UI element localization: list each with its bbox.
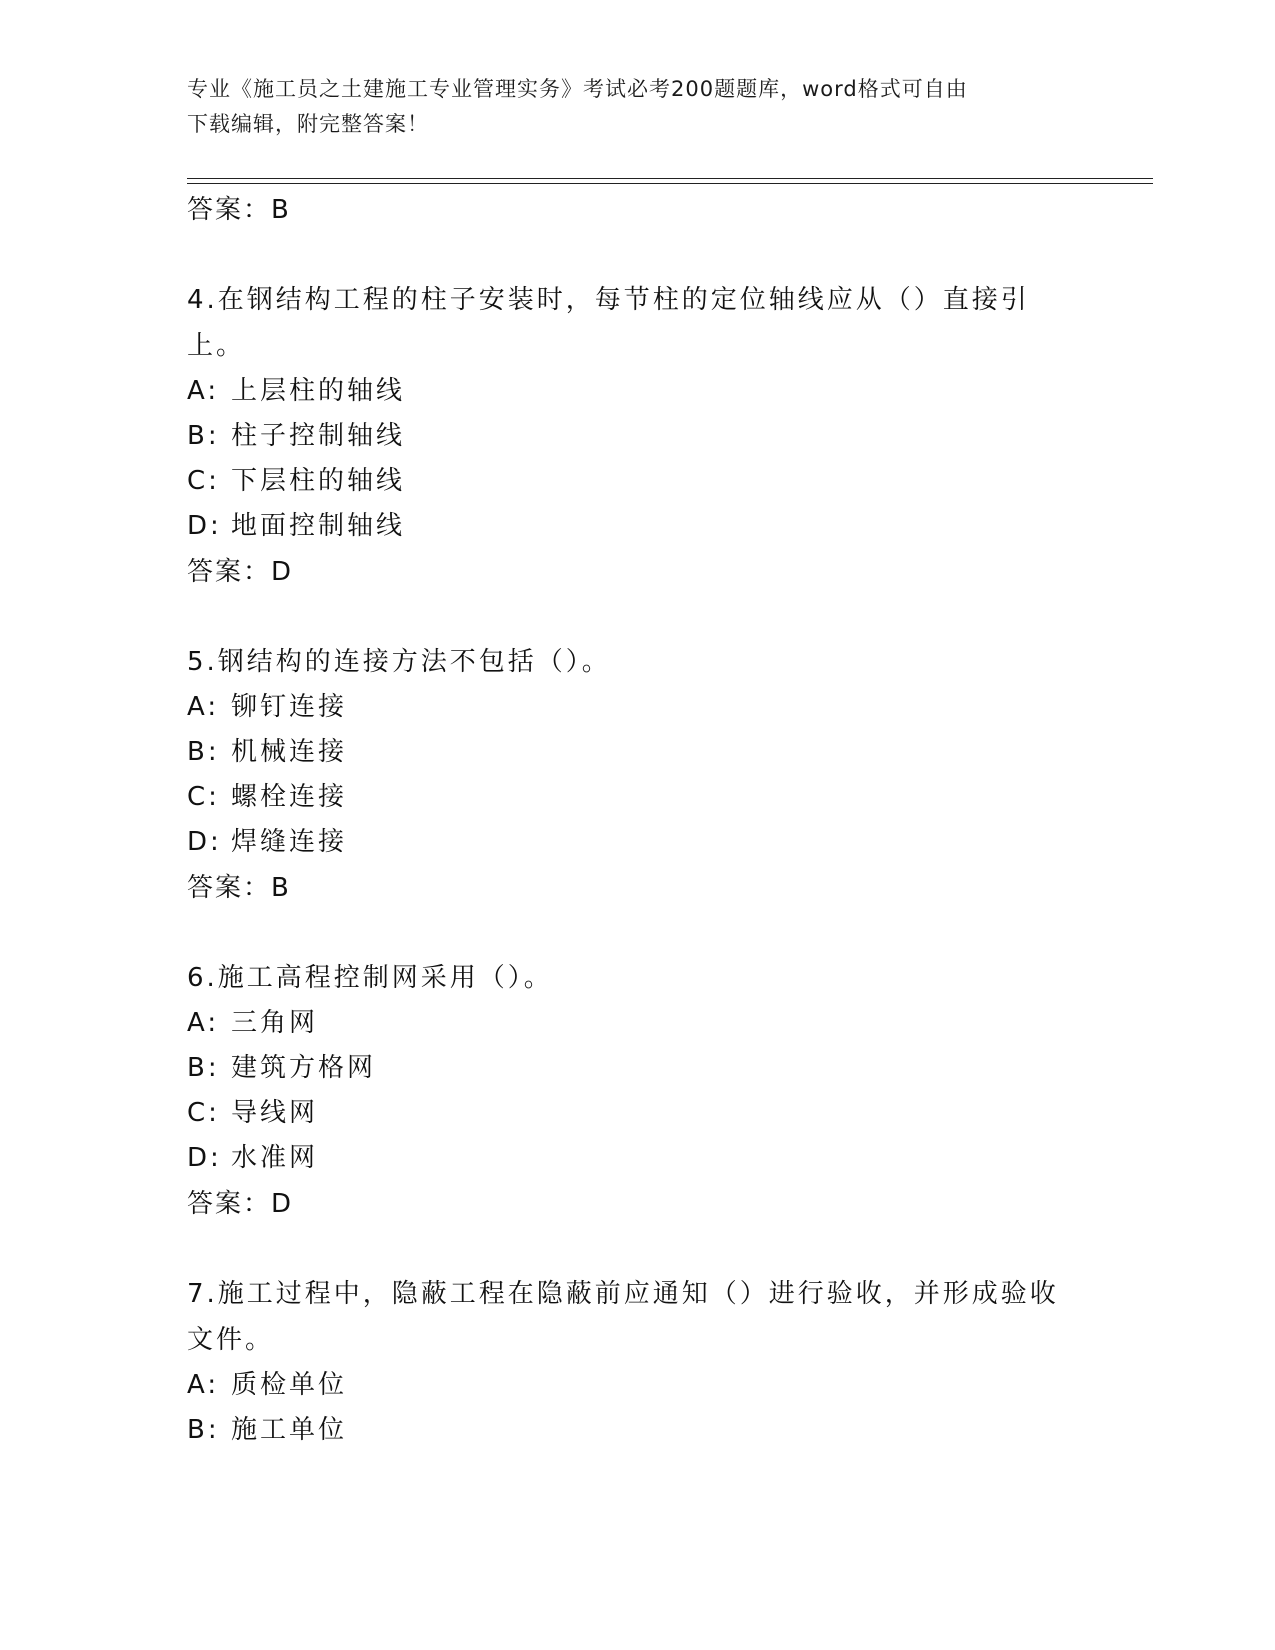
option-letter: A: bbox=[187, 1370, 220, 1400]
option-letter: B: bbox=[187, 421, 220, 451]
option-text: 建筑方格网 bbox=[231, 1053, 377, 1083]
question-4-option-a bbox=[187, 369, 1087, 414]
option-letter: B: bbox=[187, 1415, 220, 1445]
option-text: 导线网 bbox=[231, 1098, 319, 1128]
header-divider-bottom bbox=[187, 183, 1153, 184]
option-text: 质检单位 bbox=[231, 1370, 348, 1400]
question-5-text: 5.钢结构的连接方法不包括（）。 bbox=[187, 647, 611, 677]
option-text: 下层柱的轴线 bbox=[231, 466, 406, 496]
section-gap bbox=[187, 911, 1087, 955]
option-letter: B: bbox=[187, 1053, 220, 1083]
option-letter: D: bbox=[187, 511, 222, 541]
document-header bbox=[187, 72, 1067, 142]
question-4-option-d bbox=[187, 504, 1087, 549]
header-line-2: 下载编辑，附完整答案！ bbox=[187, 112, 429, 136]
section-gap bbox=[187, 1227, 1087, 1271]
option-text: 机械连接 bbox=[231, 737, 348, 767]
question-list bbox=[187, 187, 1087, 1453]
question-6-answer: 答案：D bbox=[187, 1189, 294, 1219]
option-letter: D: bbox=[187, 827, 222, 857]
option-text: 焊缝连接 bbox=[231, 827, 348, 857]
option-letter: C: bbox=[187, 1098, 220, 1128]
question-6-option-b bbox=[187, 1046, 1087, 1091]
option-text: 柱子控制轴线 bbox=[231, 421, 406, 451]
option-letter: A: bbox=[187, 1008, 220, 1038]
question-7-option-b bbox=[187, 1408, 1087, 1453]
question-6-option-a bbox=[187, 1001, 1087, 1046]
question-4-answer: 答案：D bbox=[187, 557, 294, 587]
option-letter: C: bbox=[187, 466, 220, 496]
question-4-option-b bbox=[187, 414, 1087, 459]
question-5-option-c bbox=[187, 775, 1087, 820]
option-text: 螺栓连接 bbox=[231, 782, 348, 812]
question-7-option-a bbox=[187, 1363, 1087, 1408]
option-text: 水准网 bbox=[231, 1143, 319, 1173]
option-letter: A: bbox=[187, 376, 220, 406]
option-letter: B: bbox=[187, 737, 220, 767]
question-4-option-c bbox=[187, 459, 1087, 504]
question-6-option-d bbox=[187, 1136, 1087, 1181]
question-6-option-c bbox=[187, 1091, 1087, 1136]
header-divider-top bbox=[187, 178, 1153, 179]
option-text: 铆钉连接 bbox=[231, 692, 348, 722]
question-4-text: 4.在钢结构工程的柱子安装时，每节柱的定位轴线应从（）直接引上。 bbox=[187, 285, 1030, 361]
section-gap bbox=[187, 233, 1087, 277]
header-line-1: 专业《施工员之土建施工专业管理实务》考试必考200题题库，word格式可自由 bbox=[187, 77, 968, 101]
question-5-answer: 答案：B bbox=[187, 873, 291, 903]
question-5-option-d bbox=[187, 820, 1087, 865]
option-text: 地面控制轴线 bbox=[231, 511, 406, 541]
option-letter: C: bbox=[187, 782, 220, 812]
question-6-text: 6.施工高程控制网采用（）。 bbox=[187, 963, 553, 993]
question-5-option-a bbox=[187, 685, 1087, 730]
question-5-option-b bbox=[187, 730, 1087, 775]
option-letter: A: bbox=[187, 692, 220, 722]
option-text: 上层柱的轴线 bbox=[231, 376, 406, 406]
answer-line: 答案：B bbox=[187, 195, 291, 225]
option-text: 三角网 bbox=[231, 1008, 319, 1038]
option-text: 施工单位 bbox=[231, 1415, 348, 1445]
option-letter: D: bbox=[187, 1143, 222, 1173]
section-gap bbox=[187, 595, 1087, 639]
question-7-text: 7.施工过程中，隐蔽工程在隐蔽前应通知（）进行验收，并形成验收文件。 bbox=[187, 1279, 1059, 1355]
